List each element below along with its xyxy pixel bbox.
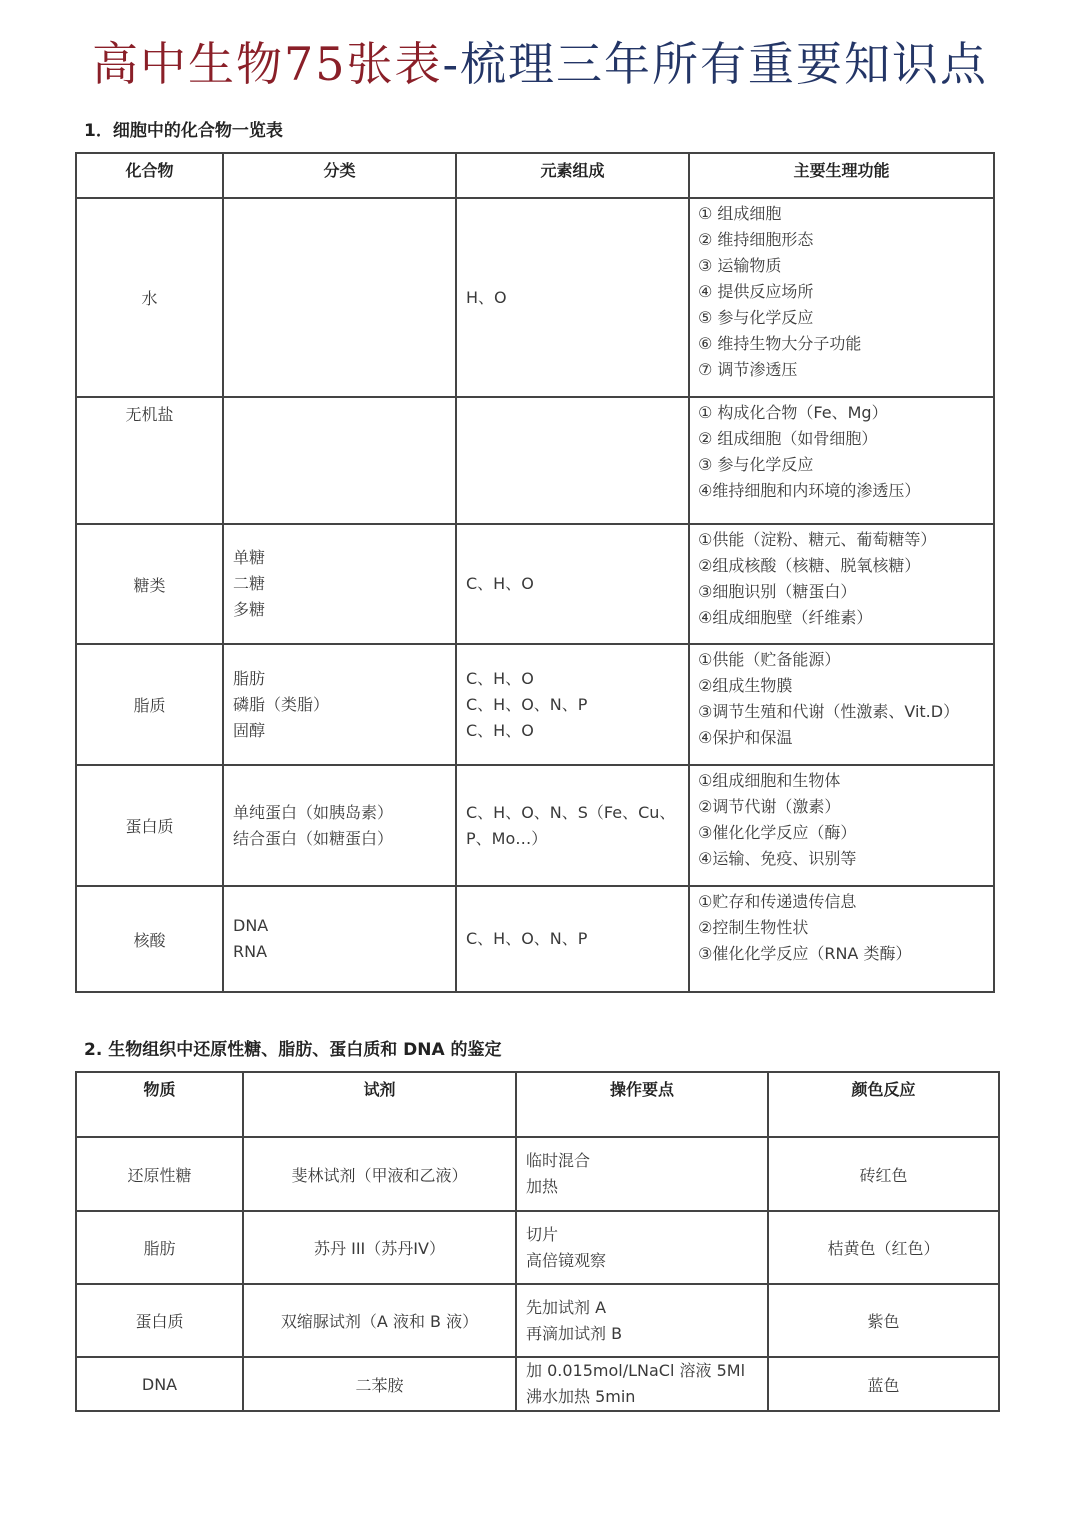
compound-functions [689, 644, 994, 765]
reagent-name: 斐林试剂（甲液和乙液） [243, 1137, 516, 1211]
compound-functions [689, 397, 994, 524]
compound-class [223, 524, 456, 644]
header-color: 颜色反应 [768, 1072, 999, 1137]
header-compound: 化合物 [76, 153, 223, 198]
identification-table [75, 1071, 1000, 1412]
compound-functions-line: ②组成生物膜 [698, 676, 793, 695]
compound-functions [689, 765, 994, 886]
compound-class [223, 886, 456, 992]
operation-step: 高倍镜观察 [526, 1250, 607, 1270]
compound-functions-line: ② 组成细胞（如骨细胞） [698, 429, 878, 448]
operation-step: 沸水加热 5min [526, 1387, 636, 1406]
compound-class-line: 脂肪 [233, 668, 266, 688]
substance-name: 脂肪 [76, 1211, 243, 1284]
compound-elements-line: C、H、O [466, 720, 534, 740]
substance-name: 还原性糖 [76, 1137, 243, 1211]
operation-steps [516, 1357, 768, 1411]
identification-row [76, 1357, 999, 1411]
compound-class-line: 结合蛋白（如糖蛋白） [233, 828, 394, 848]
operation-step: 加热 [526, 1177, 559, 1196]
compound-elements [456, 198, 689, 397]
compound-name: 蛋白质 [76, 765, 223, 886]
operation-step: 加 0.015mol/LNaCl 溶液 5Ml [526, 1361, 746, 1380]
compound-elements-line: C、H、O、N、P [466, 929, 588, 948]
compound-elements [456, 524, 689, 644]
compound-class-line: 单纯蛋白（如胰岛素） [233, 802, 394, 822]
compound-functions-line: ④ 提供反应场所 [698, 282, 814, 301]
compound-row [76, 765, 994, 886]
compound-row [76, 198, 994, 397]
compound-functions-line: ① 构成化合物（Fe、Mg） [698, 403, 888, 422]
identification-header-row [76, 1072, 999, 1137]
compound-class-line: 磷脂（类脂） [233, 694, 330, 714]
operation-steps [516, 1211, 768, 1284]
identification-row [76, 1284, 999, 1357]
compound-name: 水 [76, 198, 223, 397]
compound-elements-line: C、H、O、N、P [466, 694, 588, 714]
compound-functions-line: ④组成细胞壁（纤维素） [698, 608, 873, 627]
compound-row [76, 886, 994, 992]
color-reaction: 砖红色 [768, 1137, 999, 1211]
substance-name: 蛋白质 [76, 1284, 243, 1357]
compound-functions-line: ①贮存和传递遗传信息 [698, 892, 857, 911]
compound-functions-line: ③催化化学反应（酶） [698, 823, 857, 842]
operation-steps [516, 1284, 768, 1357]
compound-elements-line: C、H、O、N、S（Fe、Cu、 [466, 802, 676, 822]
color-reaction: 蓝色 [768, 1357, 999, 1411]
header-function: 主要生理功能 [689, 153, 994, 198]
compound-functions-line: ④运输、免疫、识别等 [698, 849, 857, 868]
reagent-name: 苏丹 III（苏丹IV） [243, 1211, 516, 1284]
section2-heading: 2. 生物组织中还原性糖、脂肪、蛋白质和 DNA 的鉴定 [84, 1040, 502, 1060]
compounds-table [75, 152, 995, 993]
compound-functions-line: ①供能（淀粉、糖元、葡萄糖等） [698, 530, 937, 549]
section1-heading: 1．细胞中的化合物一览表 [84, 121, 283, 141]
compound-name: 糖类 [76, 524, 223, 644]
header-class: 分类 [223, 153, 456, 198]
compound-class [223, 397, 456, 524]
compound-functions-line: ③催化化学反应（RNA 类酶） [698, 944, 912, 963]
compound-functions-line: ①组成细胞和生物体 [698, 771, 841, 790]
compounds-header-row [76, 153, 994, 198]
reagent-name: 二苯胺 [243, 1357, 516, 1411]
compound-functions [689, 886, 994, 992]
operation-steps [516, 1137, 768, 1211]
identification-row [76, 1137, 999, 1211]
compound-row [76, 644, 994, 765]
compound-class-line: 二糖 [233, 574, 266, 593]
compound-elements-line: H、O [466, 287, 507, 307]
compound-functions [689, 198, 994, 397]
compound-functions-line: ③ 运输物质 [698, 256, 782, 275]
compound-name: 脂质 [76, 644, 223, 765]
compound-functions-line: ② 维持细胞形态 [698, 230, 814, 249]
compound-functions-line: ③细胞识别（糖蛋白） [698, 582, 857, 601]
compound-class-line: RNA [233, 942, 268, 961]
operation-step: 再滴加试剂 B [526, 1323, 623, 1343]
compound-elements [456, 886, 689, 992]
compound-name: 无机盐 [76, 397, 223, 524]
compound-functions-line: ②调节代谢（激素） [698, 797, 841, 816]
compound-functions-line: ④保护和保温 [698, 728, 793, 747]
operation-step: 切片 [526, 1224, 559, 1244]
compound-functions-line: ⑥ 维持生物大分子功能 [698, 334, 862, 353]
header-steps: 操作要点 [516, 1072, 768, 1137]
compound-elements-line: C、H、O [466, 574, 534, 593]
compound-row [76, 397, 994, 524]
page-title: 高中生物75张表-梳理三年所有重要知识点 [91, 37, 989, 91]
operation-step: 临时混合 [526, 1151, 591, 1170]
reagent-name: 双缩脲试剂（A 液和 B 液） [243, 1284, 516, 1357]
compound-class-line: DNA [233, 916, 269, 935]
compound-elements-line: P、Mo…） [466, 828, 548, 848]
compound-functions-line: ① 组成细胞 [698, 204, 782, 223]
color-reaction: 桔黄色（红色） [768, 1211, 999, 1284]
compound-functions [689, 524, 994, 644]
compound-functions-line: ②组成核酸（核糖、脱氧核糖） [698, 556, 921, 575]
compound-functions-line: ②控制生物性状 [698, 918, 809, 937]
compound-class-line: 单糖 [233, 548, 266, 567]
operation-step: 先加试剂 A [526, 1297, 607, 1317]
compound-functions-line: ⑦ 调节渗透压 [698, 360, 798, 379]
compound-elements [456, 644, 689, 765]
compound-elements [456, 765, 689, 886]
compound-elements-line: C、H、O [466, 668, 534, 688]
compound-class-line: 多糖 [233, 600, 266, 619]
compound-functions-line: ⑤ 参与化学反应 [698, 308, 814, 327]
compound-class [223, 198, 456, 397]
compound-class [223, 644, 456, 765]
compound-functions-line: ①供能（贮备能源） [698, 650, 841, 669]
compound-class [223, 765, 456, 886]
compound-class-line: 固醇 [233, 720, 266, 740]
identification-row [76, 1211, 999, 1284]
compound-functions-line: ③调节生殖和代谢（性激素、Vit.D） [698, 702, 960, 721]
compound-functions-line: ③ 参与化学反应 [698, 455, 814, 474]
header-reagent: 试剂 [243, 1072, 516, 1137]
substance-name: DNA [76, 1357, 243, 1411]
header-elements: 元素组成 [456, 153, 689, 198]
compound-elements [456, 397, 689, 524]
compound-row [76, 524, 994, 644]
compound-functions-line: ④维持细胞和内环境的渗透压） [698, 481, 921, 500]
color-reaction: 紫色 [768, 1284, 999, 1357]
compound-name: 核酸 [76, 886, 223, 992]
header-substance: 物质 [76, 1072, 243, 1137]
